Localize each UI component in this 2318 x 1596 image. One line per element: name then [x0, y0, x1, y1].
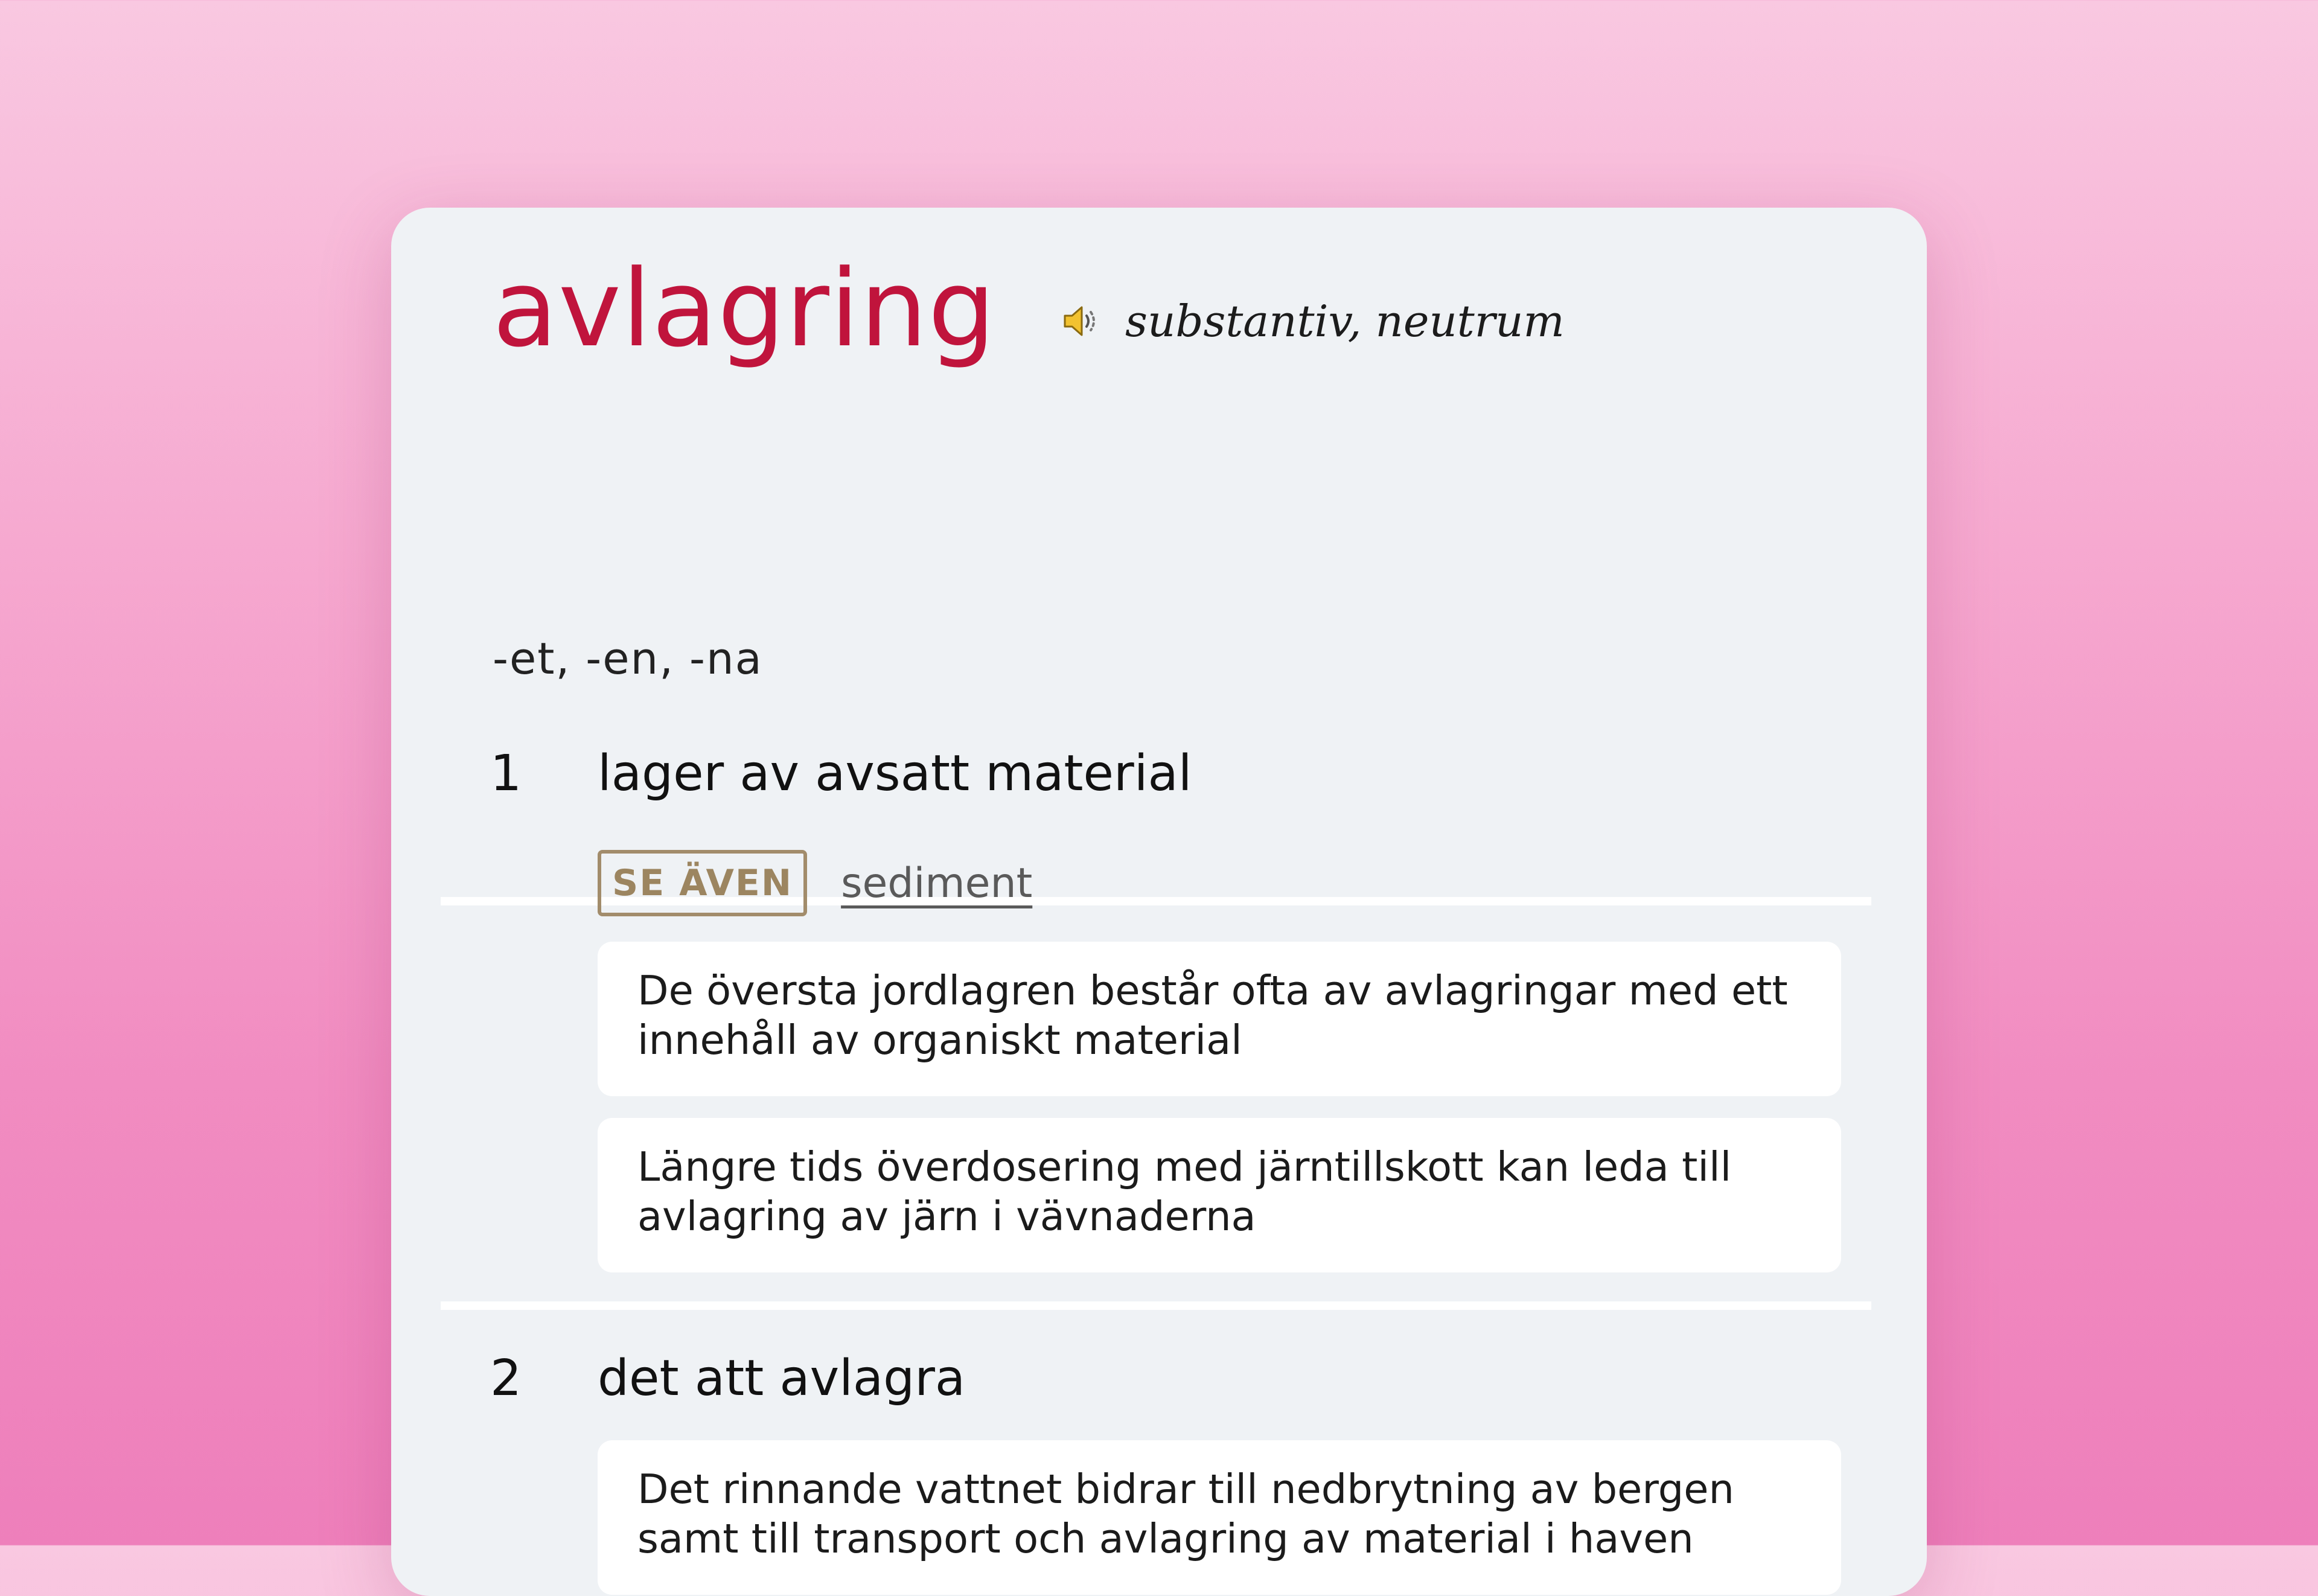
headword: avlagring	[493, 247, 996, 371]
sense-number: 1	[490, 745, 522, 802]
example-text: Det rinnande vattnet bidrar till nedbrytning av bergen samt till transport och avlagring av material i haven	[637, 1466, 1734, 1562]
sense-number: 2	[490, 1350, 522, 1407]
sense-definition: det att avlagra	[598, 1350, 966, 1407]
divider	[441, 1301, 1871, 1310]
sense-definition: lager av avsatt material	[598, 745, 1192, 802]
speaker-icon[interactable]	[1059, 300, 1101, 342]
example-text: De översta jordlagren består ofta av avlagringar med ett innehåll av organiskt material	[637, 967, 1788, 1064]
dictionary-entry-card	[391, 208, 1927, 1596]
example-sentence	[598, 1440, 1841, 1595]
example-text: Längre tids överdosering med järntillskott kan leda till avlagring av järn i vävnaderna	[637, 1143, 1732, 1240]
inflection-forms: -et, -en, -na	[493, 633, 763, 684]
part-of-speech: substantiv, neutrum	[1125, 296, 1565, 346]
example-sentence	[598, 1118, 1841, 1272]
see-also-link[interactable]: sediment	[841, 859, 1033, 907]
example-sentence	[598, 942, 1841, 1096]
see-also-tag: SE ÄVEN	[598, 850, 807, 916]
see-also-row	[598, 850, 1032, 916]
entry-header	[493, 247, 1565, 371]
